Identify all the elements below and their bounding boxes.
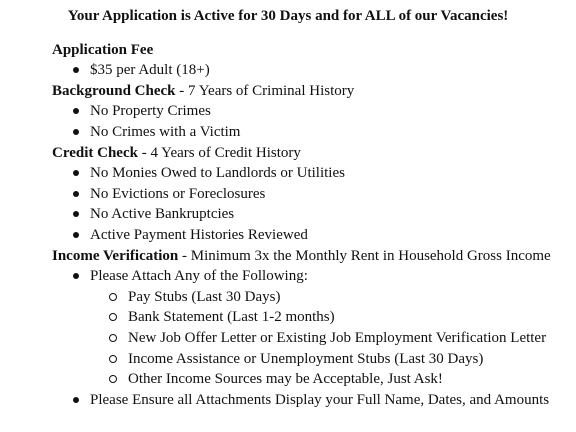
list-item: Please Ensure all Attachments Display your Full Name, Dates, and Amounts bbox=[0, 390, 576, 411]
section-detail: - Minimum 3x the Monthly Rent in Household Gross Income bbox=[178, 247, 551, 264]
section-detail: - 4 Years of Credit History bbox=[137, 144, 301, 161]
list-item: No Active Bankruptcies bbox=[0, 204, 576, 225]
sublist-item: Pay Stubs (Last 30 Days) bbox=[0, 287, 576, 308]
fee-list bbox=[0, 60, 576, 81]
section-title: Credit Check bbox=[52, 144, 138, 161]
section-application-fee bbox=[0, 40, 576, 61]
section-title: Application Fee bbox=[52, 41, 154, 58]
section-title: Income Verification bbox=[52, 247, 179, 264]
list-item: No Crimes with a Victim bbox=[0, 122, 576, 143]
sublist-item: Income Assistance or Unemployment Stubs (Last 30 Days) bbox=[0, 349, 576, 370]
list-item: No Evictions or Foreclosures bbox=[0, 184, 576, 205]
list-item: $35 per Adult (18+) bbox=[0, 60, 576, 81]
credit-list bbox=[0, 163, 576, 245]
section-title: Background Check bbox=[52, 82, 176, 99]
income-list-continued bbox=[0, 390, 576, 411]
list-item: No Property Crimes bbox=[0, 101, 576, 122]
page-title: Your Application is Active for 30 Days and for ALL of our Vacancies! bbox=[67, 8, 509, 24]
list-item: Active Payment Histories Reviewed bbox=[0, 225, 576, 246]
income-sublist bbox=[0, 287, 576, 390]
list-item: No Monies Owed to Landlords or Utilities bbox=[0, 163, 576, 184]
sublist-item: Bank Statement (Last 1-2 months) bbox=[0, 307, 576, 328]
section-credit-check bbox=[0, 143, 576, 164]
section-detail: - 7 Years of Criminal History bbox=[175, 82, 355, 99]
list-item: Please Attach Any of the Following: bbox=[0, 266, 576, 287]
income-list bbox=[0, 266, 576, 287]
section-income-verification bbox=[0, 246, 576, 267]
section-background-check bbox=[0, 81, 576, 102]
sublist-item: Other Income Sources may be Acceptable, Just Ask! bbox=[0, 369, 576, 390]
background-list bbox=[0, 101, 576, 142]
sublist-item: New Job Offer Letter or Existing Job Employment Verification Letter bbox=[0, 328, 576, 349]
